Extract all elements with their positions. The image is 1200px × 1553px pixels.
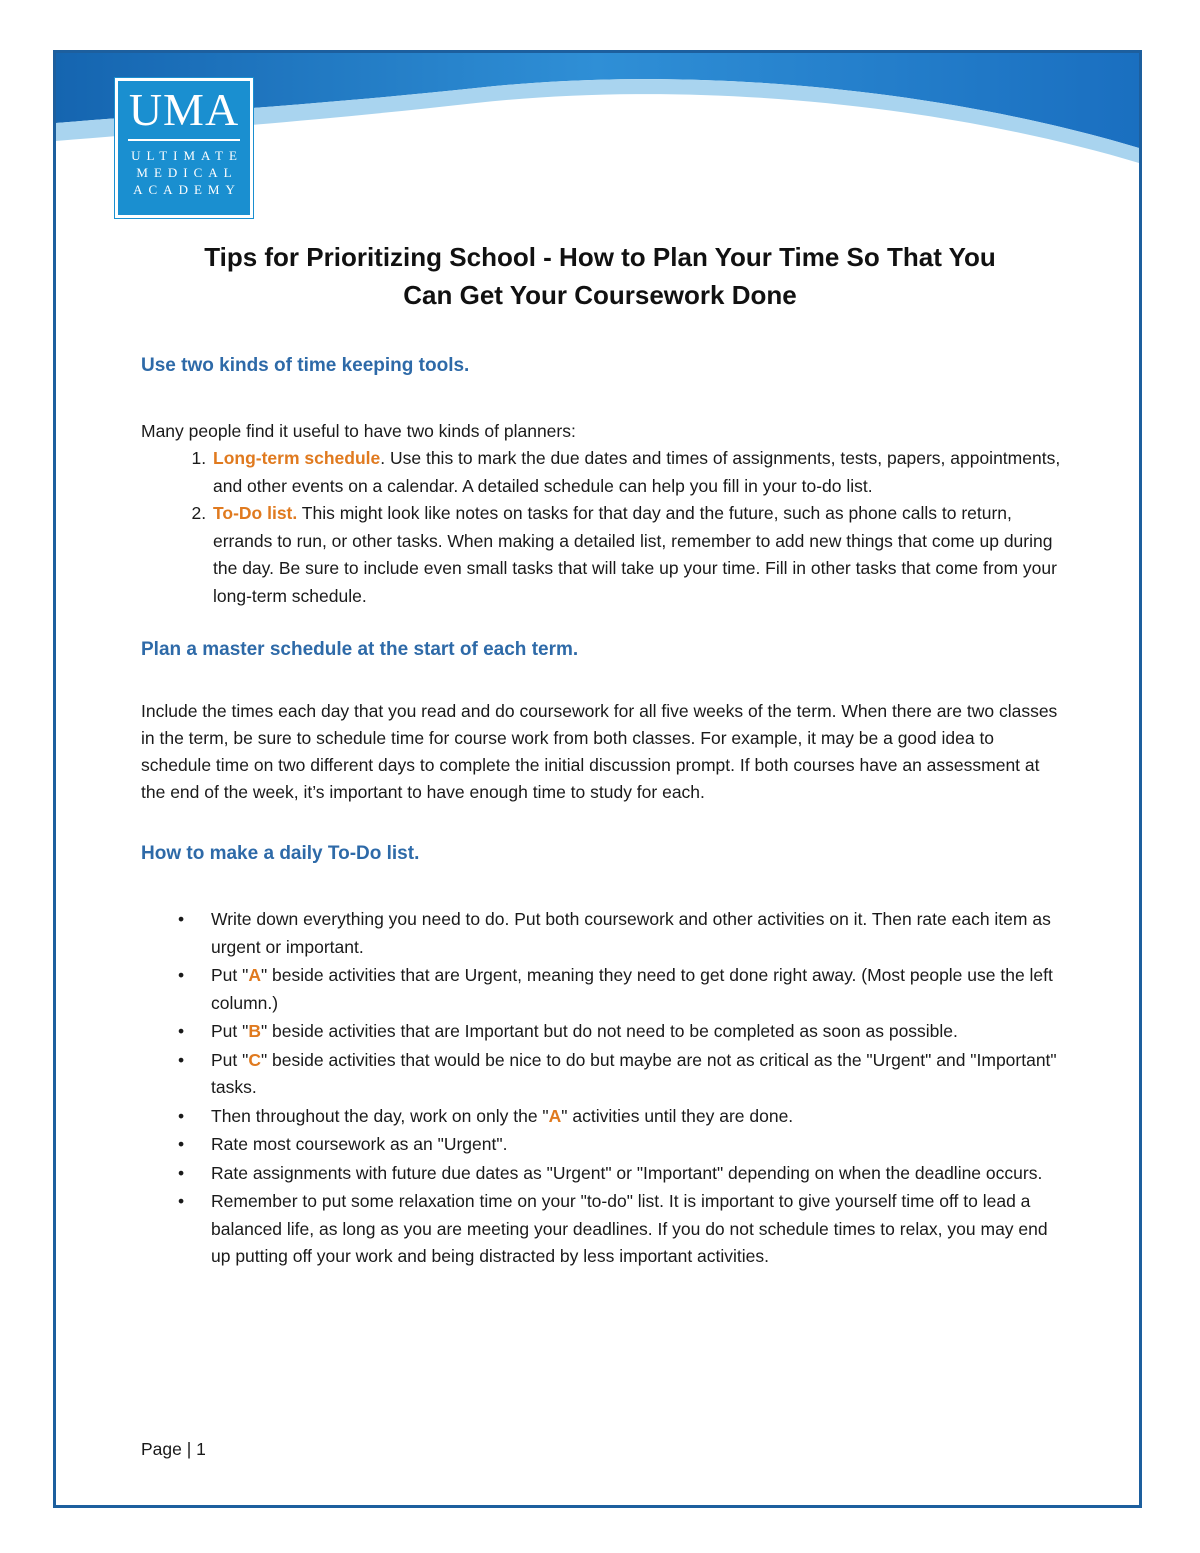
logo-line: ULTIMATE — [131, 148, 243, 163]
list-item — [211, 445, 1061, 500]
master-schedule-paragraph: Include the times each day that you read and do coursework for all five weeks of the term. When there are two classes in the term, be sure to schedule time for course work from both classes. For example, it may be a good idea to schedule time on two different days to complete the initial discussion prompt. If both courses have an assessment at the end of the week, it’s important to have enough time to study for each. — [141, 701, 1058, 802]
planners-intro: Many people find it useful to have two kinds of planners: — [141, 421, 576, 441]
logo-line: ACADEMY — [133, 182, 241, 197]
logo-wordmark: UMA — [128, 84, 240, 135]
planner-text: This might look like notes on tasks for that day and the future, such as phone calls to return, errands to run, or other tasks. When making a detailed list, remember to add new things that come up during the day. Be sure to include even small tasks that will take up your time. Fill in other tasks that come from your long-term schedule. — [213, 503, 1057, 606]
section-heading-tools: Use two kinds of time keeping tools. — [141, 355, 470, 376]
list-item: • Write down everything you need to do. Put both coursework and other activities on it. Then rate each item as urgent or important. — [211, 906, 1061, 961]
priority-mark: A — [248, 965, 261, 985]
bullet-icon: • — [178, 1134, 185, 1154]
page-number: Page | 1 — [141, 1439, 206, 1459]
bullet-icon: • — [178, 1049, 185, 1070]
document-body — [141, 352, 1061, 1272]
list-item: • Then throughout the day, work on only the "A" activities until they are done. — [211, 1103, 1061, 1131]
priority-mark: A — [548, 1105, 562, 1126]
list-item: • Remember to put some relaxation time on your "to-do" list. It is important to give yourself time off to lead a balanced life, as long as you are meeting your deadlines. If you do not schedule times to relax, you may end up putting off your work and being distracted by less important activities. — [211, 1188, 1061, 1271]
priority-mark: B — [248, 1021, 261, 1041]
logo-divider — [128, 139, 240, 141]
bullet-icon: • — [178, 1105, 185, 1126]
uma-logo — [115, 78, 253, 218]
section-heading-todo: How to make a daily To-Do list. — [141, 843, 420, 864]
list-item — [211, 500, 1061, 610]
document-title — [100, 238, 1100, 314]
priority-mark: C — [248, 1049, 261, 1070]
todo-bullet-list — [141, 906, 1061, 1271]
logo-line: MEDICAL — [136, 165, 238, 180]
list-item: • Put "C" beside activities that would be nice to do but maybe are not as critical as the "Urgent" and "Important" tasks. — [211, 1047, 1061, 1102]
list-item: • Put "B" beside activities that are Important but do not need to be completed as soon as possible. — [211, 1018, 1061, 1046]
title-line-2: Can Get Your Coursework Done — [403, 280, 797, 310]
list-item: • Put "A" beside activities that are Urgent, meaning they need to get done right away. (Most people use the left column.) — [211, 962, 1061, 1017]
bullet-icon: • — [178, 909, 185, 929]
bullet-icon: • — [178, 1162, 185, 1183]
planner-label: Long-term schedule — [213, 448, 381, 468]
planner-list — [141, 445, 1061, 610]
list-item: • Rate most coursework as an "Urgent". — [211, 1131, 1061, 1159]
title-line-1: Tips for Prioritizing School - How to Plan Your Time So That You — [204, 242, 996, 272]
section-heading-master-schedule: Plan a master schedule at the start of each term. — [141, 639, 579, 660]
planner-text: . Use this to mark the due dates and times of assignments, tests, papers, appointments, and other events on a calendar. A detailed schedule can help you fill in your to-do list. — [213, 448, 1061, 496]
bullet-icon: • — [178, 965, 185, 985]
planner-label: To-Do list. — [213, 503, 298, 523]
bullet-icon: • — [178, 1191, 185, 1211]
list-item: • Rate assignments with future due dates as "Urgent" or "Important" depending on when the deadline occurs. — [211, 1160, 1061, 1188]
bullet-icon: • — [178, 1021, 185, 1041]
